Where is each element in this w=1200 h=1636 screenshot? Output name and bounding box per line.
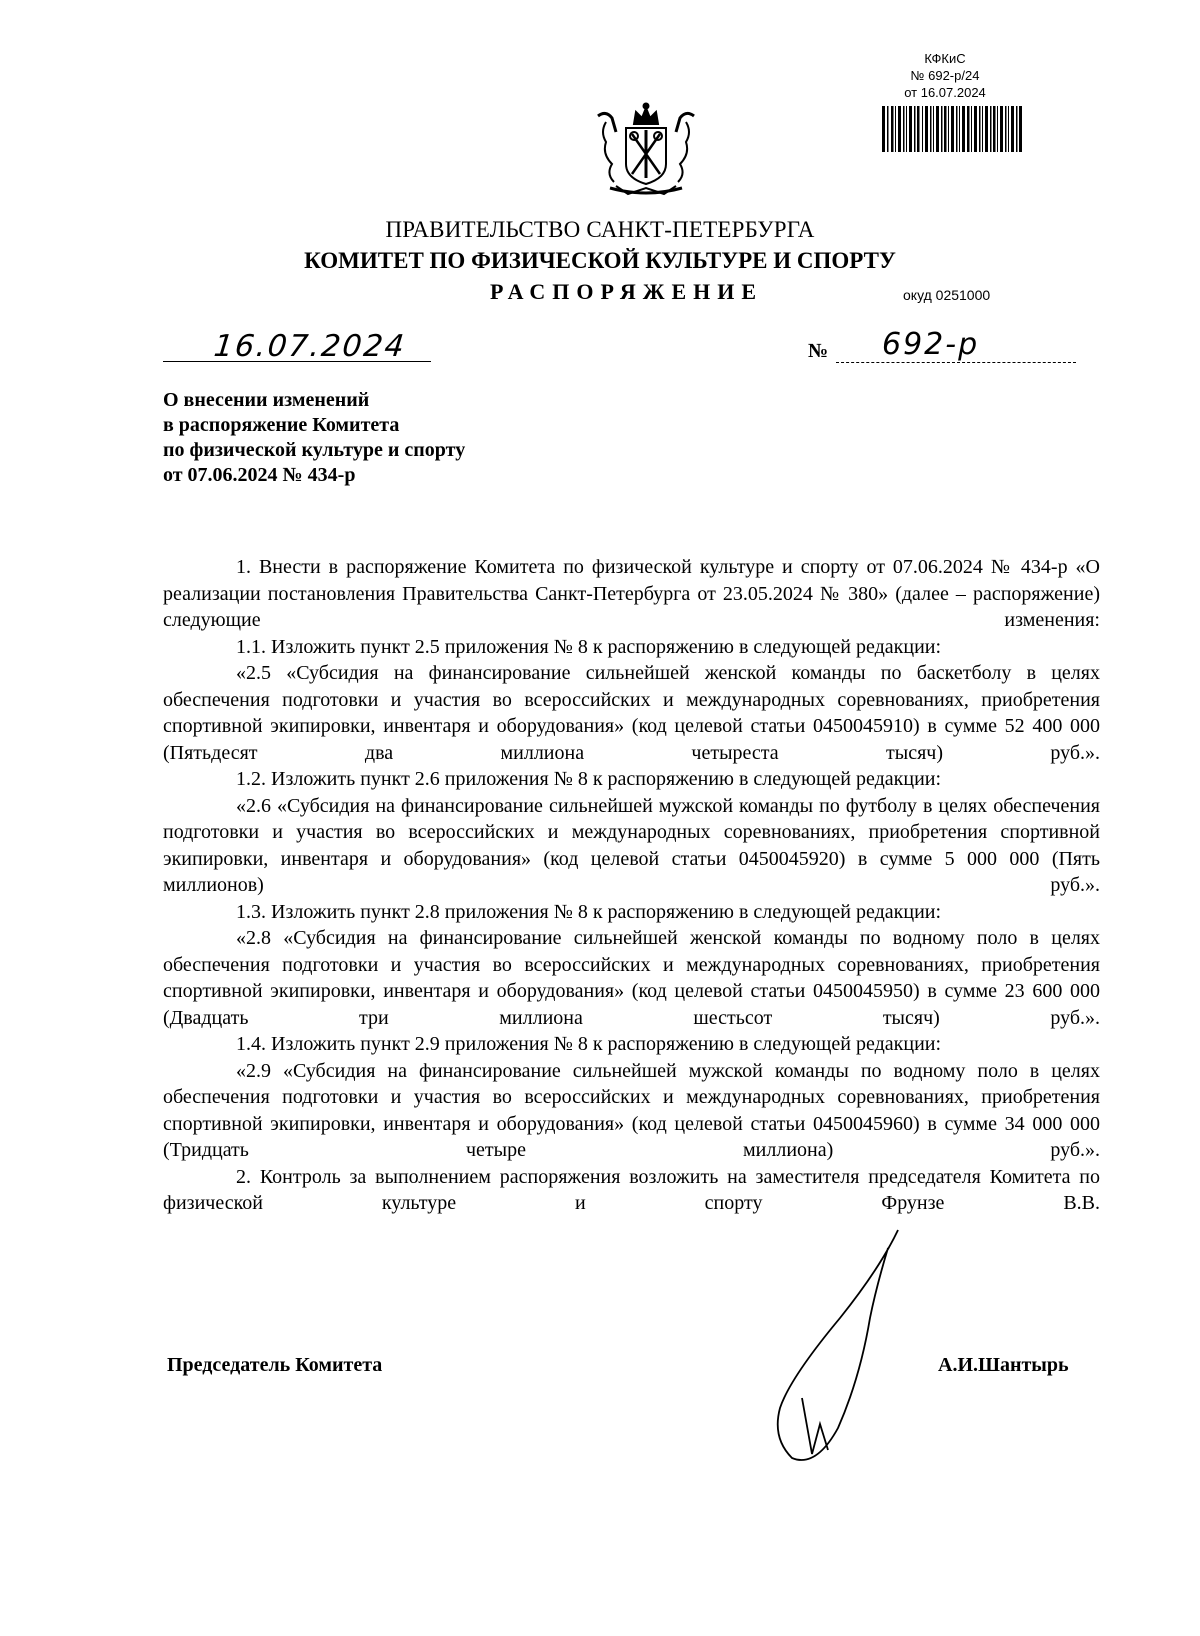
document-date: 16.07.2024 <box>212 329 408 364</box>
body-paragraph: «2.5 «Субсидия на финансирование сильнейшей женской команды по баскетболу в целях обеспечения подготовки и участия во всероссийских и международных соревнованиях, приобретения спортивной экипировки, инвентаря и оборудования» (код целевой статьи 0450045910) в сумме 52 400 000 (Пятьдесят два миллиона четыреста тысяч) руб.». <box>163 662 1100 764</box>
committee-title: КОМИТЕТ ПО ФИЗИЧЕСКОЙ КУЛЬТУРЕ И СПОРТУ <box>304 248 896 273</box>
document-body <box>163 554 1100 1217</box>
number-underline <box>836 362 1076 363</box>
body-paragraph: 1.2. Изложить пункт 2.6 приложения № 8 к распоряжению в следующей редакции: <box>236 768 942 790</box>
okud-code: окуд 0251000 <box>903 287 991 303</box>
government-title: ПРАВИТЕЛЬСТВО САНКТ-ПЕТЕРБУРГА <box>385 217 815 242</box>
stamp-line-1: КФКиС <box>924 51 966 66</box>
number-label: № <box>808 340 829 362</box>
signature-icon <box>720 1228 920 1468</box>
body-paragraph: 1.3. Изложить пункт 2.8 приложения № 8 к распоряжению в следующей редакции: <box>236 900 942 923</box>
document-type: РАСПОРЯЖЕНИЕ <box>490 279 764 304</box>
subject-line: от 07.06.2024 № 434-р <box>163 464 356 486</box>
body-paragraph: 1.4. Изложить пункт 2.9 приложения № 8 к распоряжению в следующей редакции: <box>236 1033 942 1055</box>
coat-of-arms-icon <box>592 102 700 198</box>
signatory-name: А.И.Шантырь <box>938 1354 1069 1376</box>
document-number: 692-р <box>882 327 980 362</box>
signatory-position: Председатель Комитета <box>167 1354 383 1376</box>
barcode-icon <box>882 106 1022 152</box>
body-paragraph: «2.8 «Субсидия на финансирование сильнейшей женской команды по водному поло в целях обеспечения подготовки и участия во всероссийских и международных соревнованиях, приобретения спортивной экипировки, инвентаря и оборудования» (код целевой статьи 0450045950) в сумме 23 600 000 (Двадцать три миллиона шестьсот тысяч) руб.». <box>163 927 1100 1029</box>
stamp-line-3: от 16.07.2024 <box>904 85 986 100</box>
date-underline <box>163 361 431 362</box>
registration-stamp <box>860 50 1030 101</box>
body-paragraph: 1.1. Изложить пункт 2.5 приложения № 8 к распоряжению в следующей редакции: <box>236 635 942 658</box>
subject-line: О внесении изменений <box>163 389 370 411</box>
body-paragraph: «2.6 «Субсидия на финансирование сильнейшей мужской команды по футболу в целях обеспечения подготовки и участия во всероссийских и международных соревнованиях, приобретения спортивной экипировки, инвентаря и оборудования» (код целевой статьи 0450045920) в сумме 5 000 000 (Пять миллионов) руб.». <box>163 794 1100 896</box>
body-paragraph: 1. Внести в распоряжение Комитета по физической культуре и спорту от 07.06.2024 № 434-р «О реализации постановления Правительства Санкт-Петербурга от 23.05.2024 № 380» (далее – распоряжение) следующие изменения: <box>163 556 1100 631</box>
stamp-line-2: № 692-р/24 <box>910 68 980 83</box>
document-subject <box>163 388 465 488</box>
body-paragraph: 2. Контроль за выполнением распоряжения возложить на заместителя председателя Комитета по физической культуре и спорту Фрунзе В.В. <box>163 1165 1100 1214</box>
body-paragraph: «2.9 «Субсидия на финансирование сильнейшей мужской команды по водному поло в целях обеспечения подготовки и участия во всероссийских и международных соревнованиях, приобретения спортивной экипировки, инвентаря и оборудования» (код целевой статьи 0450045960) в сумме 34 000 000 (Тридцать четыре миллиона) руб.». <box>163 1059 1100 1161</box>
subject-line: по физической культуре и спорту <box>163 439 466 461</box>
subject-line: в распоряжение Комитета <box>163 414 400 436</box>
